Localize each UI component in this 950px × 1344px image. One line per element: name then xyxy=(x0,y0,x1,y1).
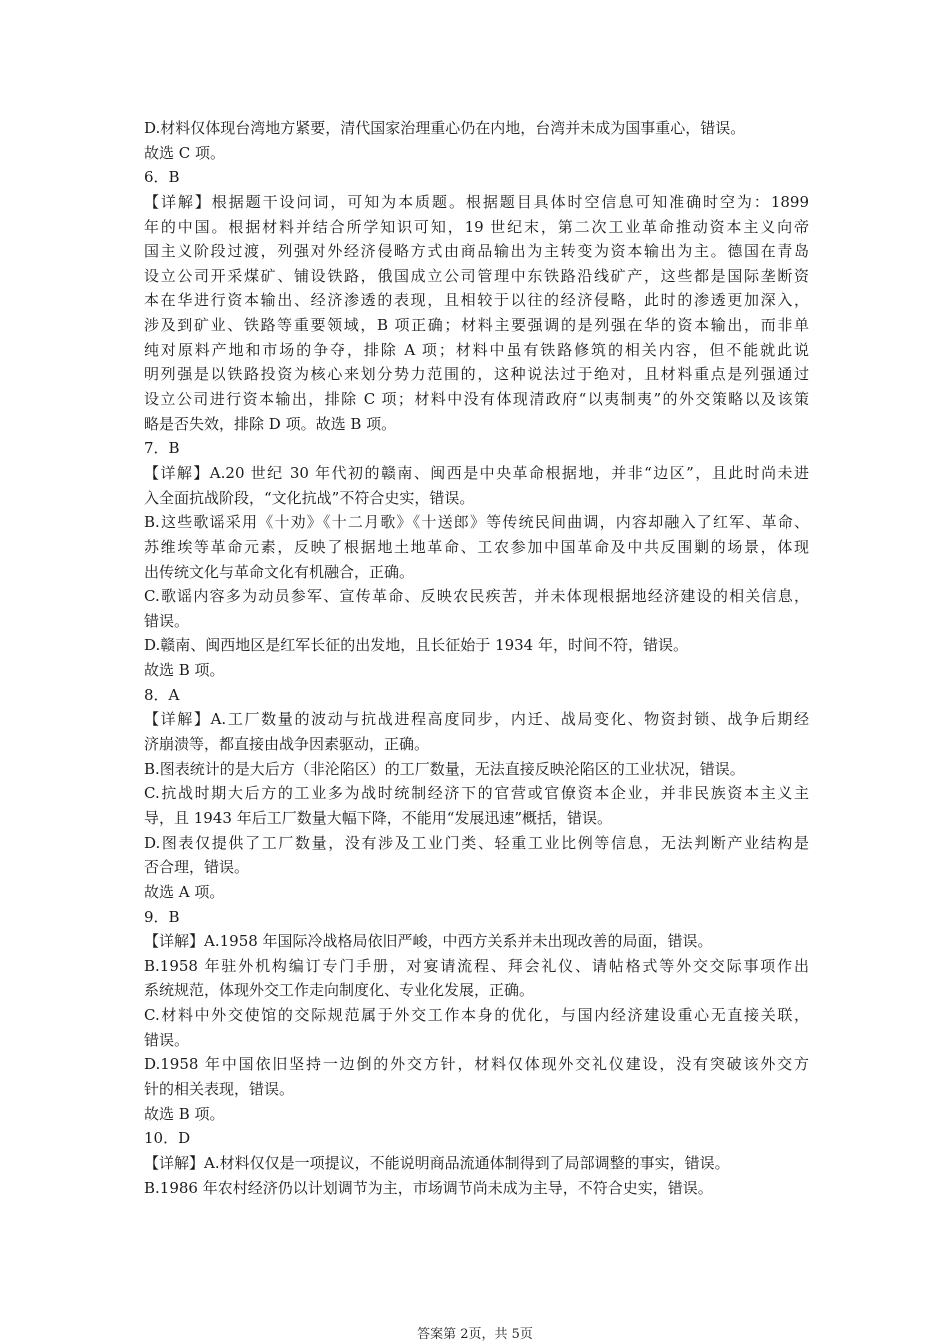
text-line: 入全面抗战阶段，“文化抗战”不符合史实，错误。 xyxy=(144,488,475,507)
text-line: 【详解】A.20 世纪 30 年代初的赣南、闽西是中央革命根据地，并非“边区”，且此时尚未进 xyxy=(144,463,809,482)
text-line: D.图表仅提供了工厂数量，没有涉及工业门类、轻重工业比例等信息，无法判断产业结构是 xyxy=(144,833,809,852)
text-line: 【详解】A.材料仅仅是一项提议，不能说明商品流通体制得到了局部调整的事实，错误。 xyxy=(144,1153,730,1172)
text-line: 略是否失效，排除 D 项。故选 B 项。 xyxy=(144,414,397,433)
text-line: 苏维埃等革命元素，反映了根据地土地革命、工农参加中国革命及中共反围剿的场景，体现 xyxy=(144,537,809,556)
text-line: 本在华进行资本输出、经济渗透的表现，且相较于以往的经济侵略，此时的渗透更加深入， xyxy=(144,291,809,310)
text-line: 8．A xyxy=(144,685,180,704)
page-footer: 答案第 2页，共 5页 xyxy=(417,1327,533,1342)
text-line: D.赣南、闽西地区是红军长征的出发地，且长征始于 1934 年，时间不符，错误。 xyxy=(144,636,688,655)
text-line: 出传统文化与革命文化有机融合，正确。 xyxy=(144,562,415,581)
answer-text-body xyxy=(144,116,809,1200)
text-line: B.图表统计的是大后方（非沦陷区）的工厂数量，无法直接反映沦陷区的工业状况，错误。 xyxy=(144,759,745,778)
text-line: 故选 B 项。 xyxy=(144,1104,225,1123)
text-line: D.1958 年中国依旧坚持一边倒的外交方针，材料仅体现外交礼仪建设，没有突破该外交方 xyxy=(144,1055,809,1074)
text-line: 国主义阶段过渡，列强对外经济侵略方式由商品输出为主转变为资本输出为主。德国在青岛 xyxy=(144,242,809,261)
text-line: C.歌谣内容多为动员参军、宣传革命、反映农民疾苦，并未体现根据地经济建设的相关信息， xyxy=(144,587,809,606)
text-line: 涉及到矿业、铁路等重要领域，B 项正确；材料主要强调的是列强在华的资本输出，而非单 xyxy=(144,316,809,335)
text-line: 错误。 xyxy=(144,611,190,630)
text-line: 6．B xyxy=(144,168,180,187)
text-line: 7．B xyxy=(144,439,180,458)
text-line: 设立公司进行资本输出，排除 C 项；材料中没有体现清政府“以夷制夷”的外交策略以及该策 xyxy=(144,390,809,409)
text-line: B.1986 年农村经济仍以计划调节为主，市场调节尚未成为主导，不符合史实，错误。 xyxy=(144,1178,713,1197)
text-line: 导，且 1943 年后工厂数量大幅下降，不能用“发展迅速”概括，错误。 xyxy=(144,808,613,827)
text-line: 【详解】A.1958 年国际冷战格局依旧严峻，中西方关系并未出现改善的局面，错误。 xyxy=(144,932,713,951)
text-line: C.抗战时期大后方的工业多为战时统制经济下的官营或官僚资本企业，并非民族资本主义主 xyxy=(144,784,809,803)
text-line: 10．D xyxy=(144,1129,191,1148)
text-line: B.1958 年驻外机构编订专门手册，对宴请流程、拜会礼仪、请帖格式等外交交际事项作出 xyxy=(144,956,809,975)
text-line: 系统规范，体现外交工作走向制度化、专业化发展，正确。 xyxy=(144,981,535,1000)
text-line: 济崩溃等，都直接由战争因素驱动，正确。 xyxy=(144,735,430,754)
text-line: 明列强是以铁路投资为核心来划分势力范围的，这种说法过于绝对，且材料重点是列强通过 xyxy=(144,365,809,384)
text-line: B.这些歌谣采用《十劝》《十二月歌》《十送郎》等传统民间曲调，内容却融入了红军、革命、 xyxy=(144,513,809,532)
text-line: 年的中国。根据材料并结合所学知识可知，19 世纪末，第二次工业革命推动资本主义向帝 xyxy=(144,217,809,236)
text-line: 故选 A 项。 xyxy=(144,882,225,901)
text-line: 设立公司开采煤矿、铺设铁路，俄国成立公司管理中东铁路沿线矿产，这些都是国际垄断资 xyxy=(144,266,809,285)
text-line: 针的相关表现，错误。 xyxy=(144,1079,295,1098)
text-line: 【详解】根据题干设问词，可知为本质题。根据题目具体时空信息可知准确时空为：1899 xyxy=(144,192,809,211)
text-line: D.材料仅体现台湾地方紧要，清代国家治理重心仍在内地，台湾并未成为国事重心，错误。 xyxy=(144,119,746,137)
text-line: 故选 C 项。 xyxy=(144,143,226,162)
text-line: 纯对原料产地和市场的争夺，排除 A 项；材料中虽有铁路修筑的相关内容，但不能就此说 xyxy=(144,340,809,359)
text-line: 【详解】A.工厂数量的波动与抗战进程高度同步，内迁、战局变化、物资封锁、战争后期经 xyxy=(144,710,809,729)
text-line: C.材料中外交使馆的交际规范属于外交工作本身的优化，与国内经济建设重心无直接关联， xyxy=(144,1006,809,1025)
text-line: 否合理，错误。 xyxy=(144,858,250,877)
text-line: 错误。 xyxy=(144,1030,190,1049)
text-line: 故选 B 项。 xyxy=(144,661,225,680)
text-line: 9．B xyxy=(144,907,180,926)
